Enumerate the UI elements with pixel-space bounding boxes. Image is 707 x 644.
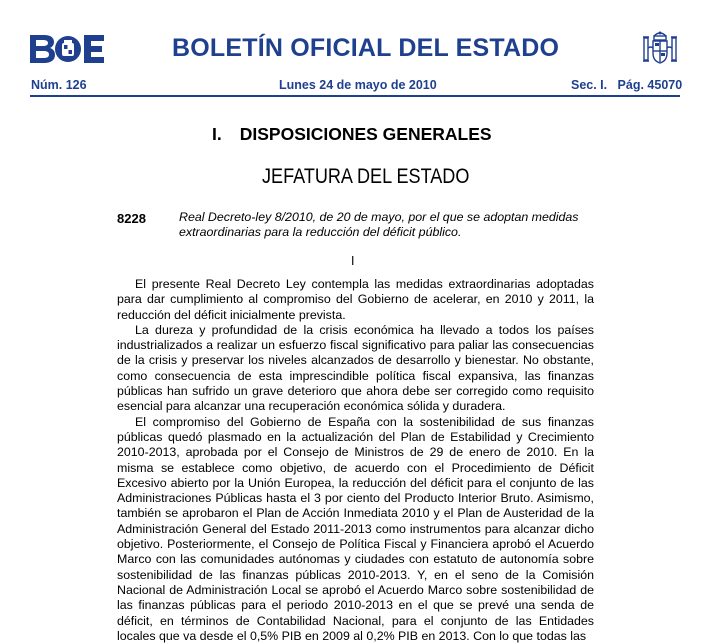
coat-of-arms-icon (640, 28, 680, 68)
issuing-organ: JEFATURA DEL ESTADO (262, 165, 470, 188)
issue-date: Lunes 24 de mayo de 2010 (279, 78, 437, 92)
document-body (117, 277, 594, 644)
boe-logo (30, 35, 104, 63)
section-roman: I. (212, 124, 222, 144)
issue-number: Núm. 126 (31, 78, 87, 92)
section-page: Sec. I. Pág. 45070 (571, 78, 683, 92)
part-heading: I (351, 254, 355, 268)
disposition-title: Real Decreto-ley 8/2010, de 20 de mayo, por el que se adoptan medidas extraordinarias para la reducción del déficit público. (179, 210, 579, 239)
section-title: DISPOSICIONES GENERALES (239, 124, 492, 144)
paragraph: El compromiso del Gobierno de España con la sostenibilidad de sus finanzas públicas quedó plasmado en la actualización del Plan de Estabilidad y Crecimiento 2010-2013, aprobada por el Consejo de Ministros de 29 de enero de 2010. En la misma se establece como objetivo, de acuerdo con el Procedimiento de Déficit Excesivo abierto por la Unión Europea, la reducción del déficit para el conjunto de las Administraciones Públicas hasta el 3 por ciento del Producto Interior Bruto. Asimismo, también se aprobaron el Plan de Acción Inmediata 2010 y el Plan de Austeridad de la Administración General del Estado 2011-2013 como instrumentos para alcanzar dicho objetivo. Posteriormente, el Consejo de Política Fiscal y Financiera aprobó el Acuerdo Marco con las comunidades autónomas y ciudades con estatuto de autonomía sobre sostenibilidad de las finanzas públicas 2010-2013. Y, en el seno de la Comisión Nacional de Administración Local se aprobó el Acuerdo Marco sobre sostenibilidad de las finanzas públicas para el periodo 2010-2013 en el que se prevé una senda de déficit, en términos de Contabilidad Nacional, para el conjunto de las Entidades locales que va desde el 0,5% PIB en 2009 al 0,2% PIB en 2013. Con lo que todas las (117, 414, 594, 643)
disposition-number: 8228 (117, 211, 146, 226)
header-divider (30, 95, 680, 97)
section-heading (212, 124, 492, 145)
page-title: BOLETÍN OFICIAL DEL ESTADO (172, 34, 560, 62)
paragraph: El presente Real Decreto Ley contempla las medidas extraordinarias adoptadas para dar cumplimiento al compromiso del Gobierno de acelerar, en 2010 y 2011, la reducción del déficit inicialmente prevista. (117, 277, 594, 322)
paragraph: La dureza y profundidad de la crisis económica ha llevado a todos los países industrializados a realizar un esfuerzo fiscal significativo para paliar las consecuencias de la crisis y preservar los niveles alcanzados de desarrollo y bienestar. No obstante, como consecuencia de esta imprescindible política fiscal expansiva, las finanzas públicas han sufrido un grave deterioro que ahora debe ser corregido como requisito esencial para alcanzar una recuperación económica sólida y duradera. (117, 322, 594, 414)
